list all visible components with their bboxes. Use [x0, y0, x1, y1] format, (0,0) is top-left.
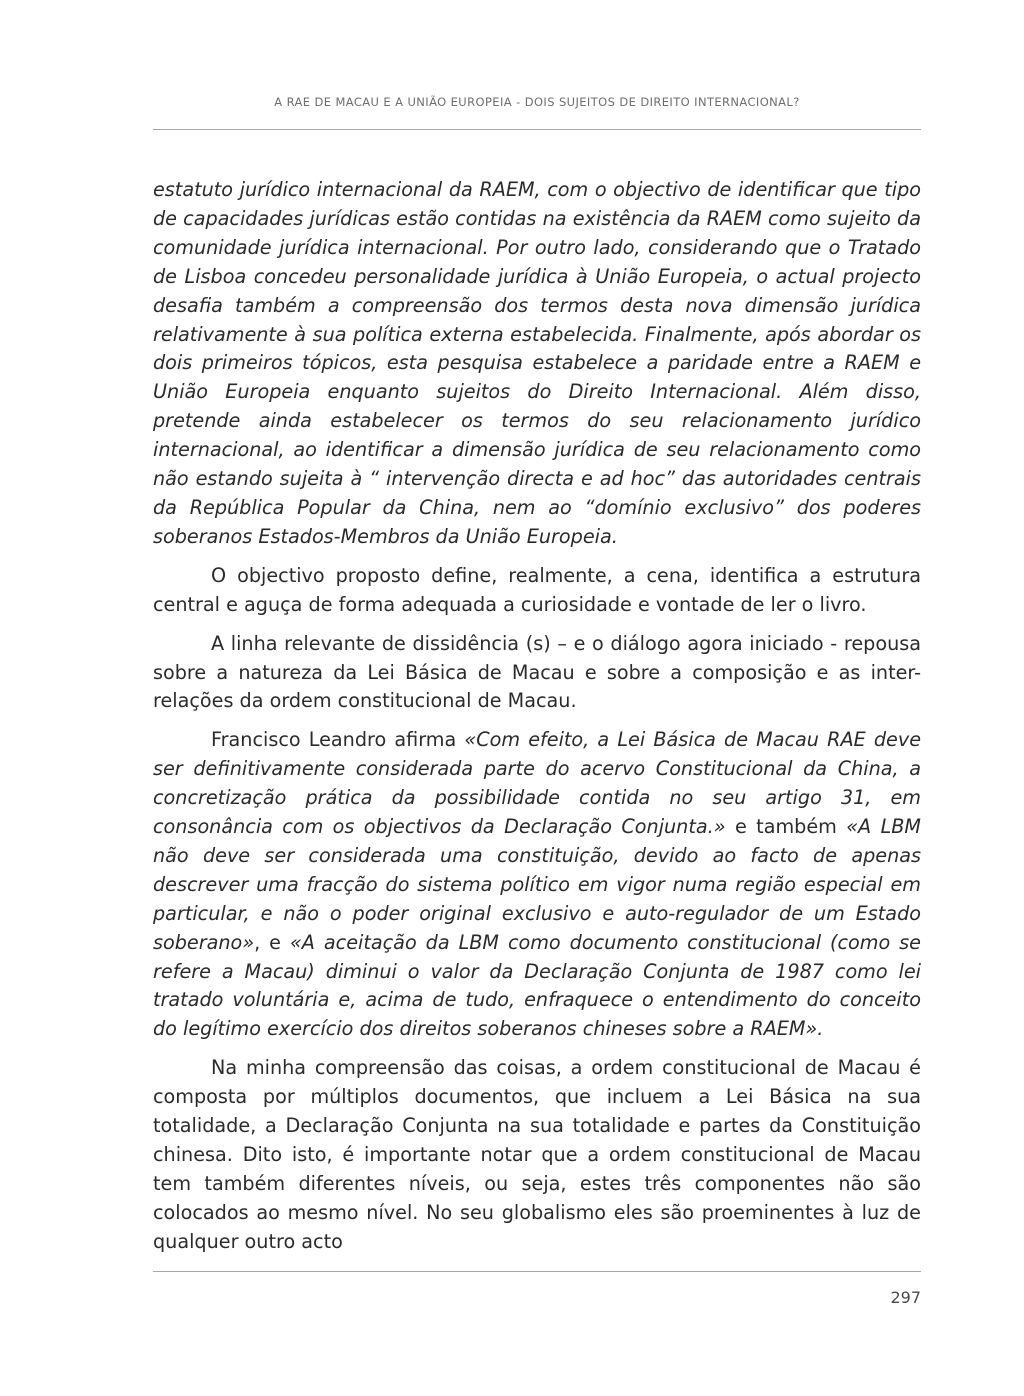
running-header: A RAE DE MACAU E A UNIÃO EUROPEIA - DOIS SUJEITOS DE DIREITO INTERNACIONAL? — [274, 95, 800, 109]
paragraph-2: O objectivo proposto define, realmente, a cena, identifica a estrutura central e aguça de forma adequada a curiosidade e vontade de ler o livro. — [153, 563, 921, 616]
quote-1: «Com efeito, a Lei Básica de Macau RAE deve ser definitivamente considerada parte do acervo Constitucional da China, a concretização prática da possibilidade contida no seu artigo 31, em consonância com os objectivos da Declaração Conjunta.» — [153, 728, 921, 839]
paragraph-4-connector-2: , e — [254, 930, 290, 954]
footer-rule — [153, 1271, 921, 1272]
paragraph-4-lead: Francisco Leandro afirma — [211, 728, 465, 752]
body-text — [153, 176, 921, 1257]
header-rule — [153, 129, 921, 130]
paragraph-4 — [153, 726, 921, 1044]
quote-3: «A aceitação da LBM como documento constitucional (como se refere a Macau) diminui o valor da Declaração Conjunta de 1987 como lei tratado voluntária e, acima de tudo, enfraquece o entendimento do conceito do legítimo exercício dos direitos soberanos chineses sobre a RAEM». — [153, 930, 921, 1041]
page-number: 297 — [890, 1288, 921, 1307]
paragraph-4-connector-1: e também — [725, 815, 847, 839]
paragraph-3: A linha relevante de dissidência (s) – e o diálogo agora iniciado - repousa sobre a natureza da Lei Básica de Macau e sobre a composição e as inter-relações da ordem constitucional de Macau. — [153, 631, 921, 713]
paragraph-1: estatuto jurídico internacional da RAEM, com o objectivo de identificar que tipo de capacidades jurídicas estão contidas na existência da RAEM como sujeito da comunidade jurídica internacional. Por outro lado, considerando que o Tratado de Lisboa concedeu personalidade jurídica à União Europeia, o actual projecto desafia também a compreensão dos termos desta nova dimensão jurídica relativamente à sua política externa estabelecida. Finalmente, após abordar os dois primeiros tópicos, esta pesquisa estabelece a paridade entre a RAEM e União Europeia enquanto sujeitos do Direito Internacional. Além disso, pretende ainda estabelecer os termos do seu relacionamento jurídico internacional, ao identificar a dimensão jurídica de seu relacionamento como não estando sujeita à “ intervenção directa e ad hoc” das autoridades centrais da República Popular da China, nem ao “domínio exclusivo” dos poderes soberanos Estados-Membros da União Europeia. — [153, 178, 921, 548]
quote-2: «A LBM não deve ser considerada uma constituição, devido ao facto de apenas descrever uma fracção do sistema político em vigor numa região especial em particular, e não o poder original exclusivo e auto-regulador de um Estado soberano» — [153, 815, 921, 954]
paragraph-5: Na minha compreensão das coisas, a ordem constitucional de Macau é composta por múltiplos documentos, que incluem a Lei Básica na sua totalidade, a Declaração Conjunta na sua totalidade e partes da Constituição chinesa. Dito isto, é importante notar que a ordem constitucional de Macau tem também diferentes níveis, ou seja, estes três componentes não são colocados ao mesmo nível. No seu globalismo eles são proeminentes à luz de qualquer outro acto — [153, 1056, 921, 1253]
